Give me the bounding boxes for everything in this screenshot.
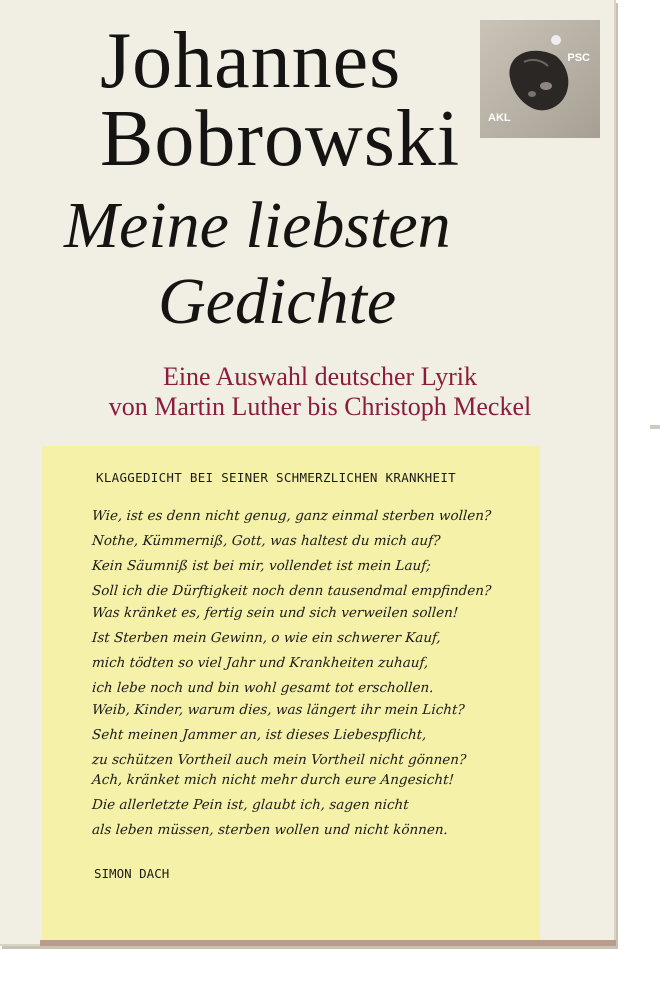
book-spine-edge [40, 940, 616, 946]
thumbnail-tag-bottom: AKL [488, 112, 511, 124]
title-line-1: Meine liebsten [64, 189, 451, 262]
subtitle-line-2: von Martin Luther bis Christoph Meckel [108, 392, 532, 421]
poem-line: Ach, kränket mich nicht mehr durch eure Angesicht! [91, 772, 455, 788]
book-title [64, 188, 604, 340]
poem-line: Ist Sterben mein Gewinn, o wie ein schwerer Kauf, [91, 630, 442, 646]
thumbnail-tag-top: PSC [567, 52, 590, 64]
poem-line: Was kränket es, fertig sein und sich verweilen sollen! [91, 605, 459, 621]
poem-line: Weib, Kinder, warum dies, was längert ihr mein Licht? [91, 702, 466, 718]
subtitle-line-1: Eine Auswahl deutscher Lyrik [162, 362, 478, 391]
poem-line: Wie, ist es denn nicht genug, ganz einmal sterben wollen? [91, 508, 492, 524]
book-subtitle [60, 362, 580, 422]
poem-line: Kein Säumniß ist bei mir, vollendet ist mein Lauf; [91, 558, 432, 574]
poem-line: zu schützen Vortheil auch mein Vortheil nicht gönnen? [91, 752, 467, 768]
poem-line: Soll ich die Dürftigkeit noch denn tausendmal empfinden? [91, 583, 492, 599]
poem-author: SIMON DACH [94, 866, 170, 881]
scan-edge-mark [650, 425, 660, 429]
author-name [100, 17, 461, 183]
poem-line: Nothe, Kümmerniß, Gott, was haltest du mich auf? [91, 533, 441, 549]
poem-stanza-1 [92, 504, 522, 604]
author-last-name: Bobrowski [100, 95, 461, 183]
title-line-2: Gedichte [158, 265, 397, 338]
stone-photo-thumbnail [480, 20, 600, 138]
poem-title: KLAGGEDICHT BEI SEINER SCHMERZLICHEN KRANKHEIT [96, 470, 456, 485]
poem-stanza-4 [92, 768, 522, 843]
poem-stanza-3 [92, 698, 522, 773]
poem-stanza-2 [92, 601, 522, 701]
poem-line: ich lebe noch und bin wohl gesamt tot erschollen. [91, 680, 435, 696]
poem-line: Die allerletzte Pein ist, glaubt ich, sagen nicht [91, 797, 410, 813]
author-first-name: Johannes [100, 17, 402, 105]
poem-line: mich tödten so viel Jahr und Krankheiten zuhauf, [91, 655, 429, 671]
handwritten-poem-card [42, 446, 540, 942]
poem-line: als leben müssen, sterben wollen und nicht können. [91, 822, 449, 838]
poem-line: Seht meinen Jammer an, ist dieses Liebespflicht, [91, 727, 427, 743]
